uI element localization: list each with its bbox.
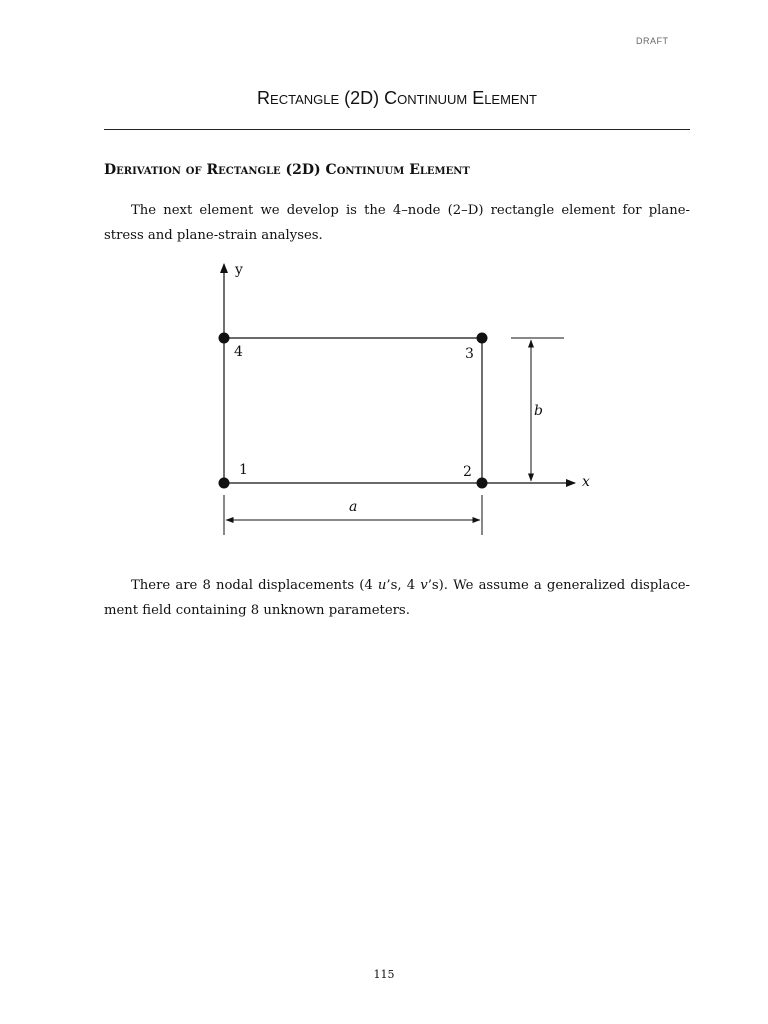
displacement-u-symbol: u (377, 578, 387, 593)
node-label-3: 3 (465, 346, 474, 362)
x-axis-label: x (582, 474, 590, 490)
node-4 (219, 333, 230, 344)
section-heading: Derivation of Rectangle (2D) Continuum Element (104, 162, 470, 178)
intro-paragraph: The next element we develop is the 4–node (2–D) rectangle element for plane-stress and plane-strain analyses. (104, 203, 690, 243)
node-label-1: 1 (239, 462, 248, 478)
rectangle-element-figure (200, 255, 600, 545)
node-3 (477, 333, 488, 344)
dimension-b-label: b (534, 403, 543, 419)
node-label-2: 2 (463, 464, 472, 480)
chapter-title: Rectangle (2D) Continuum Element (257, 88, 537, 108)
displacements-text-before: There are 8 nodal displacements (4 (131, 578, 378, 593)
node-2 (477, 478, 488, 489)
draft-watermark: DRAFT (636, 36, 669, 46)
y-axis-label: y (235, 262, 243, 278)
dimension-a-label: a (349, 499, 358, 515)
rectangle-element-diagram (200, 255, 600, 545)
displacements-text-mid: ’s, 4 (386, 578, 421, 593)
displacements-text-after: ’s). We assume a generalized displace-ment field containing 8 unknown parameters. (104, 578, 690, 618)
node-label-4: 4 (234, 344, 243, 360)
title-divider (104, 129, 690, 130)
page-number: 115 (373, 968, 395, 981)
displacement-v-symbol: v (420, 578, 428, 593)
node-1 (219, 478, 230, 489)
displacements-paragraph (104, 573, 690, 623)
